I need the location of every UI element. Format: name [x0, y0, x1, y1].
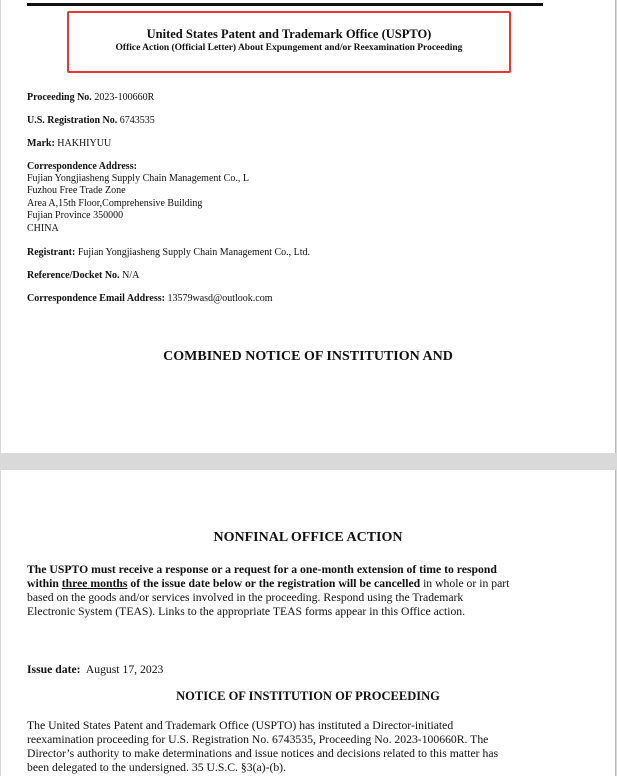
- registrant: Registrant: Fujian Yongjiasheng Supply Chain Management Co., Ltd.: [27, 247, 311, 258]
- address-line: Area A,15th Floor,Comprehensive Building: [27, 197, 203, 209]
- proceeding-number: Proceeding No. 2023-100660R: [27, 92, 155, 103]
- address-line: Fujian Yongjiasheng Supply Chain Management Co., L: [27, 173, 249, 184]
- document-page-2: [1, 470, 616, 776]
- issue-date: Issue date: August 17, 2023: [27, 663, 164, 676]
- address-line: Fuzhou Free Trade Zone: [27, 185, 126, 197]
- address-line: Fujian Province 350000: [27, 210, 124, 222]
- letter-type: Office Action (Official Letter) About Expungement and/or Reexamination Proceeding: [115, 43, 463, 53]
- header-rule: [27, 3, 543, 6]
- correspondence-label: Correspondence Address:: [27, 161, 137, 172]
- address-line: CHINA: [27, 222, 59, 234]
- nonfinal-office-action-title: NONFINAL OFFICE ACTION: [213, 530, 403, 545]
- correspondence-address: [27, 173, 249, 235]
- notice-of-institution-heading: NOTICE OF INSTITUTION OF PROCEEDING: [176, 689, 440, 703]
- combined-notice-title: COMBINED NOTICE OF INSTITUTION AND: [163, 349, 453, 364]
- response-warning: The USPTO must receive a response or a request for a one-month extension of time to respond within three months of the issue date below or the registration will be cancelled in whole or in part based on the goods and/or services involved in the proceeding. Respond using the Trademark Electronic System (TEAS). Links to the appropriate TEAS forms appear in this Office action.: [27, 563, 510, 618]
- reference-docket: Reference/Docket No. N/A: [27, 270, 140, 281]
- registration-number: U.S. Registration No. 6743535: [27, 115, 155, 126]
- document-page-1: [1, 0, 616, 453]
- mark: Mark: HAKHIYUU: [27, 138, 112, 149]
- correspondence-email: Correspondence Email Address: 13579wasd@outlook.com: [27, 293, 273, 304]
- notice-body: The United States Patent and Trademark Office (USPTO) has instituted a Director-initiated reexamination proceeding for U.S. Registration No. 6743535, Proceeding No. 2023-100660R. The Director’s authority to make determinations and issue notices and decisions related to this matter has been delegated to the undersigned. 35 U.S.C. §3(a)-(b).: [27, 719, 499, 774]
- office-name: United States Patent and Trademark Office (USPTO): [146, 27, 432, 41]
- header-highlight-box: [67, 11, 511, 73]
